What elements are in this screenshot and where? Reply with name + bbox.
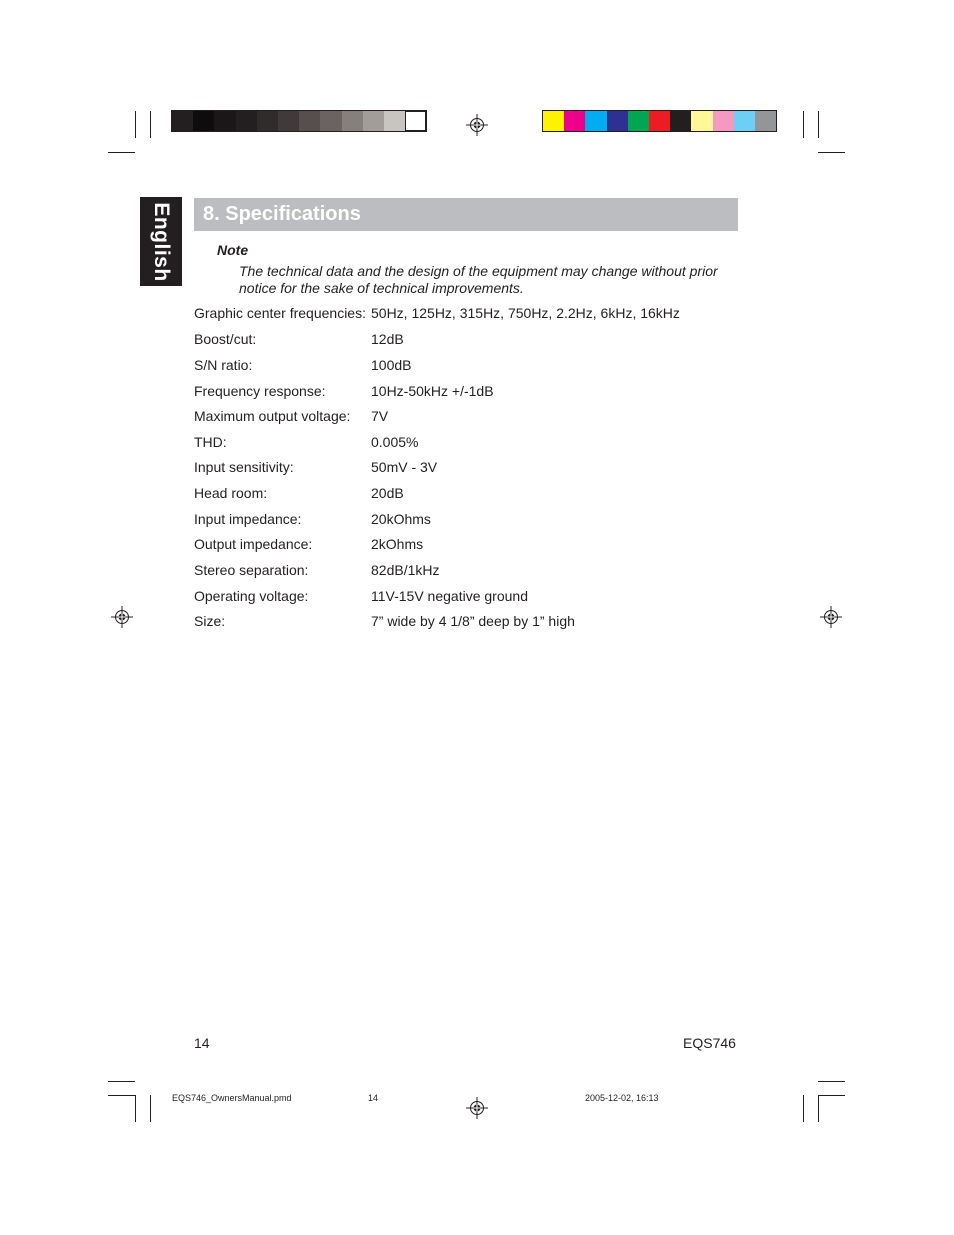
spec-label: Operating voltage:	[194, 588, 309, 604]
color-swatch	[713, 111, 734, 131]
slug-filename: EQS746_OwnersManual.pmd	[172, 1093, 292, 1103]
language-tab	[140, 197, 182, 286]
color-swatch	[607, 111, 628, 131]
spec-value: 50mV - 3V	[371, 459, 438, 475]
gray-swatch	[405, 111, 426, 131]
spec-label: Maximum output voltage:	[194, 408, 351, 424]
spec-label: Head room:	[194, 485, 268, 501]
crop-mark	[135, 1095, 136, 1122]
color-calibration-bar	[543, 111, 776, 131]
spec-value: 100dB	[371, 357, 412, 373]
spec-value: 7V	[371, 408, 389, 424]
section-title-band	[194, 198, 738, 231]
crop-mark	[803, 111, 804, 138]
gray-swatch	[299, 111, 320, 131]
crop-mark	[108, 152, 135, 153]
color-swatch	[649, 111, 670, 131]
spec-label: S/N ratio:	[194, 357, 253, 373]
color-swatch	[670, 111, 691, 131]
gray-swatch	[342, 111, 363, 131]
registration-target-icon	[466, 1097, 488, 1119]
spec-value: 20dB	[371, 485, 404, 501]
grayscale-bar	[172, 111, 426, 131]
spec-label: Graphic center frequencies:	[194, 305, 366, 321]
slug-timestamp: 2005-12-02, 16:13	[585, 1093, 659, 1103]
color-swatch	[734, 111, 755, 131]
color-swatch	[564, 111, 585, 131]
gray-swatch	[172, 111, 193, 131]
color-swatch	[585, 111, 606, 131]
spec-label: Boost/cut:	[194, 331, 257, 347]
registration-target-icon	[111, 606, 133, 628]
registration-target-icon	[820, 606, 842, 628]
gray-swatch	[320, 111, 341, 131]
section-title: 8. Specifications	[203, 203, 361, 225]
spec-label: Output impedance:	[194, 536, 313, 552]
crop-mark	[150, 111, 151, 138]
page-number: 14	[194, 1035, 210, 1051]
spec-label: Size:	[194, 613, 226, 629]
registration-target-icon	[466, 114, 488, 136]
spec-value: 7” wide by 4 1/8” deep by 1” high	[371, 613, 575, 629]
spec-label: Input sensitivity:	[194, 459, 294, 475]
spec-value: 11V-15V negative ground	[371, 588, 528, 604]
color-swatch	[755, 111, 776, 131]
spec-label: Frequency response:	[194, 383, 326, 399]
gray-swatch	[278, 111, 299, 131]
spec-value: 2kOhms	[371, 536, 424, 552]
spec-value: 0.005%	[371, 434, 419, 450]
crop-mark	[803, 1095, 804, 1122]
spec-value: 82dB/1kHz	[371, 562, 440, 578]
color-swatch	[628, 111, 649, 131]
spec-label: Stereo separation:	[194, 562, 309, 578]
spec-value: 12dB	[371, 331, 404, 347]
crop-mark	[108, 1095, 135, 1096]
color-swatch	[543, 111, 564, 131]
slug-page: 14	[368, 1093, 379, 1103]
gray-swatch	[384, 111, 405, 131]
crop-mark	[818, 1081, 845, 1082]
crop-mark	[818, 111, 819, 138]
spec-value: 50Hz, 125Hz, 315Hz, 750Hz, 2.2Hz, 6kHz, 16kHz	[371, 305, 680, 321]
language-tab-label: English	[150, 201, 173, 282]
gray-swatch	[193, 111, 214, 131]
gray-swatch	[363, 111, 384, 131]
crop-mark	[108, 1081, 135, 1082]
crop-mark	[135, 111, 136, 138]
spec-label: Input impedance:	[194, 511, 302, 527]
crop-mark	[818, 1095, 845, 1096]
spec-value: 20kOhms	[371, 511, 431, 527]
note-text: The technical data and the design of the equipment may change without prior notice for the sake of technical improvements.	[239, 263, 718, 296]
spec-value: 10Hz-50kHz +/-1dB	[371, 383, 494, 399]
gray-swatch	[214, 111, 235, 131]
color-swatch	[691, 111, 712, 131]
note-label: Note	[217, 242, 249, 258]
model-name: EQS746	[683, 1035, 736, 1051]
gray-swatch	[257, 111, 278, 131]
crop-mark	[150, 1095, 151, 1122]
crop-mark	[818, 1095, 819, 1122]
crop-mark	[818, 152, 845, 153]
gray-swatch	[236, 111, 257, 131]
spec-label: THD:	[194, 434, 227, 450]
